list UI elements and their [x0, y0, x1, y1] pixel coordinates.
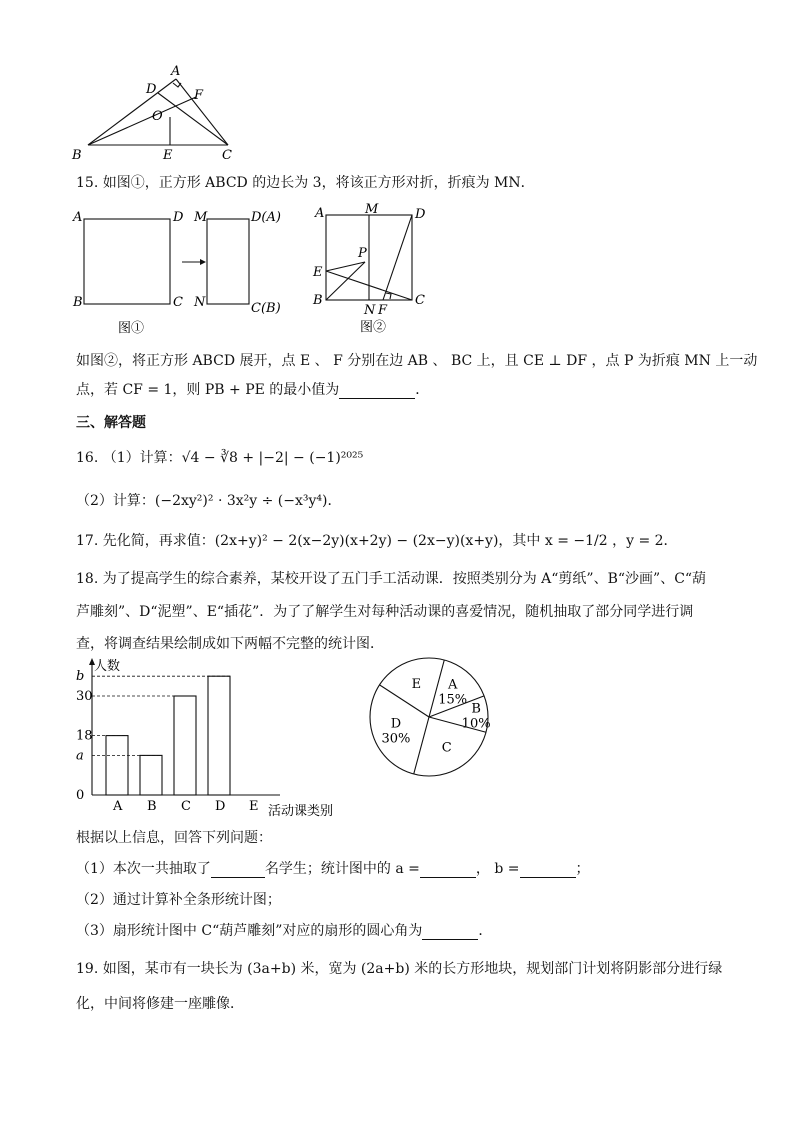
pie-percent-D: 30% — [381, 731, 411, 747]
label-F: F — [194, 88, 204, 103]
pie-label-B: B — [471, 701, 481, 717]
x-tick-label: A — [113, 799, 123, 814]
q16-part2: （2）计算：(−2xy²)² · 3x²y ÷ (−x³y⁴)． — [76, 493, 342, 509]
pie-percent-B: 10% — [461, 716, 491, 732]
q18-b-blank[interactable] — [520, 863, 576, 878]
fig1-label-M: M — [194, 210, 208, 225]
bar-chart — [70, 655, 370, 820]
fig1-label-N: N — [194, 295, 206, 310]
q18-followup: 根据以上信息，回答下列问题： — [76, 830, 272, 846]
square-ABCD — [84, 219, 170, 304]
section-title: 三、解答题 — [76, 415, 146, 431]
q18-sub3-text: （3）扇形统计图中 C“葫芦雕刻”对应的扇形的圆心角为 — [76, 923, 423, 939]
label-B: B — [72, 148, 82, 163]
q18-sub1-text-b: 名学生；统计图中的 a = — [264, 861, 420, 877]
q18-sub1-text-a: （1）本次一共抽取了 — [76, 861, 211, 877]
fig2-label-C: C — [415, 293, 425, 308]
fig1-label-A: A — [73, 210, 83, 225]
pie-label-A: A — [447, 677, 458, 693]
bar-ylabel: 人数 — [94, 659, 121, 674]
fig2-label-E: E — [313, 265, 323, 280]
fig1-label-C: C — [173, 295, 183, 310]
q15-body-line2-text: 点，若 CF = 1，则 PB + PE 的最小值为 — [76, 382, 340, 398]
bar-B — [140, 755, 162, 795]
q18-sub3 — [76, 920, 492, 940]
q15-figure-1 — [70, 204, 290, 344]
q18-sub2: （2）通过计算补全条形统计图； — [76, 892, 281, 908]
q15-stem: 15. 如图①，正方形 ABCD 的边长为 3，将该正方形对折，折痕为 MN． — [76, 175, 535, 191]
seg-DF — [383, 215, 412, 300]
y-tick-label: 0 — [76, 788, 85, 803]
fig2-label-F: F — [378, 303, 388, 318]
fig2-label-N: N — [364, 303, 376, 318]
fig1-caption: 图① — [118, 321, 145, 336]
q18-line3: 查，将调查结果绘制成如下两幅不完整的统计图． — [76, 636, 384, 652]
label-C: C — [222, 148, 232, 163]
q18-a-blank[interactable] — [420, 863, 476, 878]
pie-label-C: C — [441, 740, 452, 756]
fig1-label-D: D — [173, 210, 184, 225]
y-tick-label: 30 — [76, 689, 93, 704]
fig2-label-A: A — [315, 206, 325, 221]
q18-total-blank[interactable] — [211, 863, 265, 878]
q18-sub1-text-d: ； — [575, 861, 590, 877]
q15-answer-blank[interactable] — [339, 384, 415, 399]
x-tick-label: E — [249, 799, 259, 814]
pie-slice-edge — [380, 685, 429, 717]
q16-part1: 16. （1）计算：√4 − ∛8 + |−2| − (−1)²⁰²⁵ — [76, 450, 364, 466]
label-A: A — [171, 64, 181, 79]
seg-EP — [326, 262, 365, 271]
right-angle-mark-2 — [386, 293, 391, 299]
pie-percent-A: 15% — [438, 692, 468, 708]
bar-A — [106, 736, 128, 795]
bar-xlabel: 活动课类别 — [268, 804, 334, 819]
pie-label-E: E — [411, 676, 422, 692]
fig2-label-B: B — [313, 293, 323, 308]
q17-text: 17. 先化简，再求值：(2x+y)² − 2(x−2y)(x+2y) − (2x−y)(x+y)，其中 x = −1/2 ，y = 2． — [76, 533, 678, 549]
q15-body-line1: 如图②，将正方形 ABCD 展开，点 E 、 F 分别在边 AB 、 BC 上，且 CE ⊥ DF ，点 P 为折痕 MN 上一动 — [76, 353, 758, 369]
fig2-label-P: P — [358, 246, 367, 261]
label-O: O — [152, 109, 163, 124]
bar-D — [208, 676, 230, 795]
fig2-label-D: D — [415, 207, 426, 222]
q15-figure-2 — [310, 200, 440, 340]
x-tick-label: B — [147, 799, 157, 814]
q19-line2: 化，中间将修建一座雕像． — [76, 996, 244, 1012]
fig1-label-B: B — [73, 295, 83, 310]
q18-line1: 18. 为了提高学生的综合素养，某校开设了五门手工活动课．按照类别分为 A“剪纸”、B“沙画”、C“葫 — [76, 571, 707, 587]
q18-sub1-text-c: ， b = — [475, 861, 520, 877]
q15-body-line2-end: ． — [415, 382, 430, 398]
q15-body-line2 — [76, 379, 429, 399]
x-tick-label: C — [181, 799, 191, 814]
q14-triangle-figure — [70, 62, 250, 166]
y-tick-label: 18 — [76, 728, 93, 744]
bar-C — [174, 696, 196, 795]
label-E: E — [163, 148, 173, 163]
q18-sub3-end: ． — [478, 923, 493, 939]
pie-slice-edge — [429, 660, 444, 717]
y-tick-label: a — [76, 748, 84, 764]
fig1-label-DA: D(A) — [251, 210, 281, 225]
label-D: D — [146, 82, 157, 97]
y-tick-label: b — [76, 669, 85, 685]
pie-slice-edge — [414, 717, 429, 774]
fig2-label-M: M — [365, 202, 379, 217]
seg-PB — [326, 262, 365, 300]
fig1-label-CB: C(B) — [251, 301, 281, 316]
q18-line2: 芦雕刻”、D“泥塑”、E“插花”．为了了解学生对每种活动课的喜爱情况，随机抽取了部分同学进行调 — [76, 604, 694, 620]
folded-rect — [207, 219, 249, 304]
q18-angle-blank[interactable] — [422, 925, 478, 940]
q19-line1: 19. 如图，某市有一块长为 (3a+b) 米，宽为 (2a+b) 米的长方形地块，规划部门计划将阴影部分进行绿 — [76, 961, 723, 977]
q18-sub1 — [76, 858, 590, 878]
pie-chart — [364, 656, 494, 786]
fig2-caption: 图② — [360, 320, 387, 335]
x-tick-label: D — [215, 799, 226, 814]
fold-arrow-head-icon — [200, 259, 206, 265]
pie-label-D: D — [390, 716, 402, 732]
